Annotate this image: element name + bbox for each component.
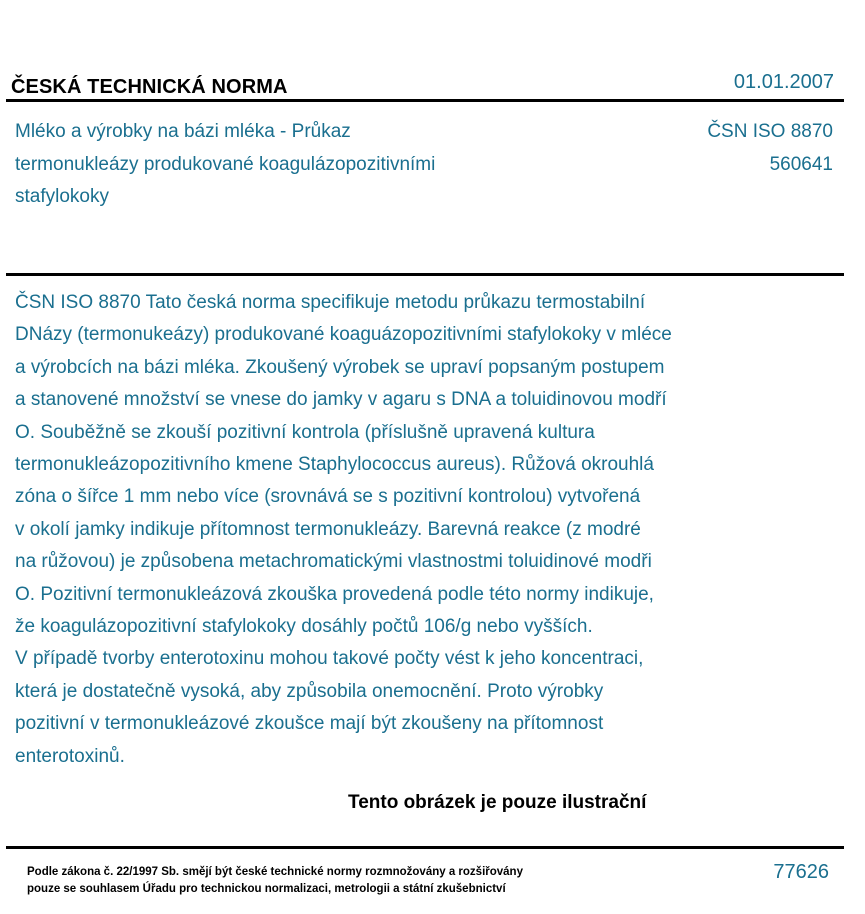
subject-line: Mléko a výrobky na bázi mléka - Průkaz	[15, 121, 351, 142]
class-number: 560641	[769, 153, 833, 175]
abstract-line: O. Pozitivní termonukleázová zkouška provedená podle této normy indikuje,	[15, 583, 654, 605]
abstract-line: V případě tvorby enterotoxinu mohou takové počty vést k jeho koncentraci,	[15, 648, 644, 670]
norm-header-title: ČESKÁ TECHNICKÁ NORMA	[11, 76, 288, 98]
abstract-line: v okolí jamky indikuje přítomnost termonukleázy. Barevná reakce (z modré	[15, 518, 641, 540]
norm-identifiers	[707, 116, 833, 181]
norm-date: 01.01.2007	[733, 71, 834, 93]
section-divider	[6, 273, 844, 276]
abstract-line: enterotoxinů.	[15, 745, 125, 767]
abstract-line: a výrobcích na bázi mléka. Zkoušený výrobek se upraví popsaným postupem	[15, 356, 665, 378]
abstract-line: termonukleázopozitivního kmene Staphylococcus aureus). Růžová okrouhlá	[15, 454, 654, 476]
abstract-line: že koagulázopozitivní stafylokoky dosáhly počtů 106/g nebo vyšších.	[15, 616, 593, 638]
document-number: 77626	[773, 861, 829, 883]
abstract-line: a stanovené množství se vnese do jamky v agaru s DNA a toluidinovou modří	[15, 389, 667, 411]
abstract-line: O. Souběžně se zkouší pozitivní kontrola (příslušně upravená kultura	[15, 421, 595, 443]
footer-line: Podle zákona č. 22/1997 Sb. smějí být české technické normy rozmnožovány a rozšiřovány	[27, 866, 523, 878]
standard-code: ČSN ISO 8870	[707, 121, 833, 142]
footer-divider	[6, 846, 844, 849]
header-divider	[6, 99, 844, 102]
abstract-line: pozitivní v termonukleázové zkoušce mají být zkoušeny na přítomnost	[15, 713, 604, 735]
subject-line: termonukleázy produkované koagulázopozitivními	[15, 153, 436, 175]
abstract-line: zóna o šířce 1 mm nebo více (srovnává se s pozitivní kontrolou) vytvořená	[15, 486, 641, 508]
abstract-line: ČSN ISO 8870 Tato česká norma specifikuje metodu průkazu termostabilní	[15, 292, 646, 313]
footer-line: pouze se souhlasem Úřadu pro technickou normalizaci, metrologii a státní zkušebnictví	[27, 883, 506, 895]
norm-subject	[15, 116, 535, 214]
abstract-line: která je dostatečně vysoká, aby způsobila onemocnění. Proto výrobky	[15, 680, 604, 702]
abstract-line: DNázy (termonukeázy) produkované koaguázopozitivními stafylokoky v mléce	[15, 324, 672, 346]
abstract-line: na růžovou) je způsobena metachromatickými vlastnostmi toluidinové modři	[15, 551, 652, 573]
norm-abstract	[15, 287, 775, 773]
illustration-note: Tento obrázek je pouze ilustrační	[348, 792, 647, 813]
legal-footer	[27, 864, 523, 898]
subject-line: stafylokoky	[15, 186, 109, 207]
